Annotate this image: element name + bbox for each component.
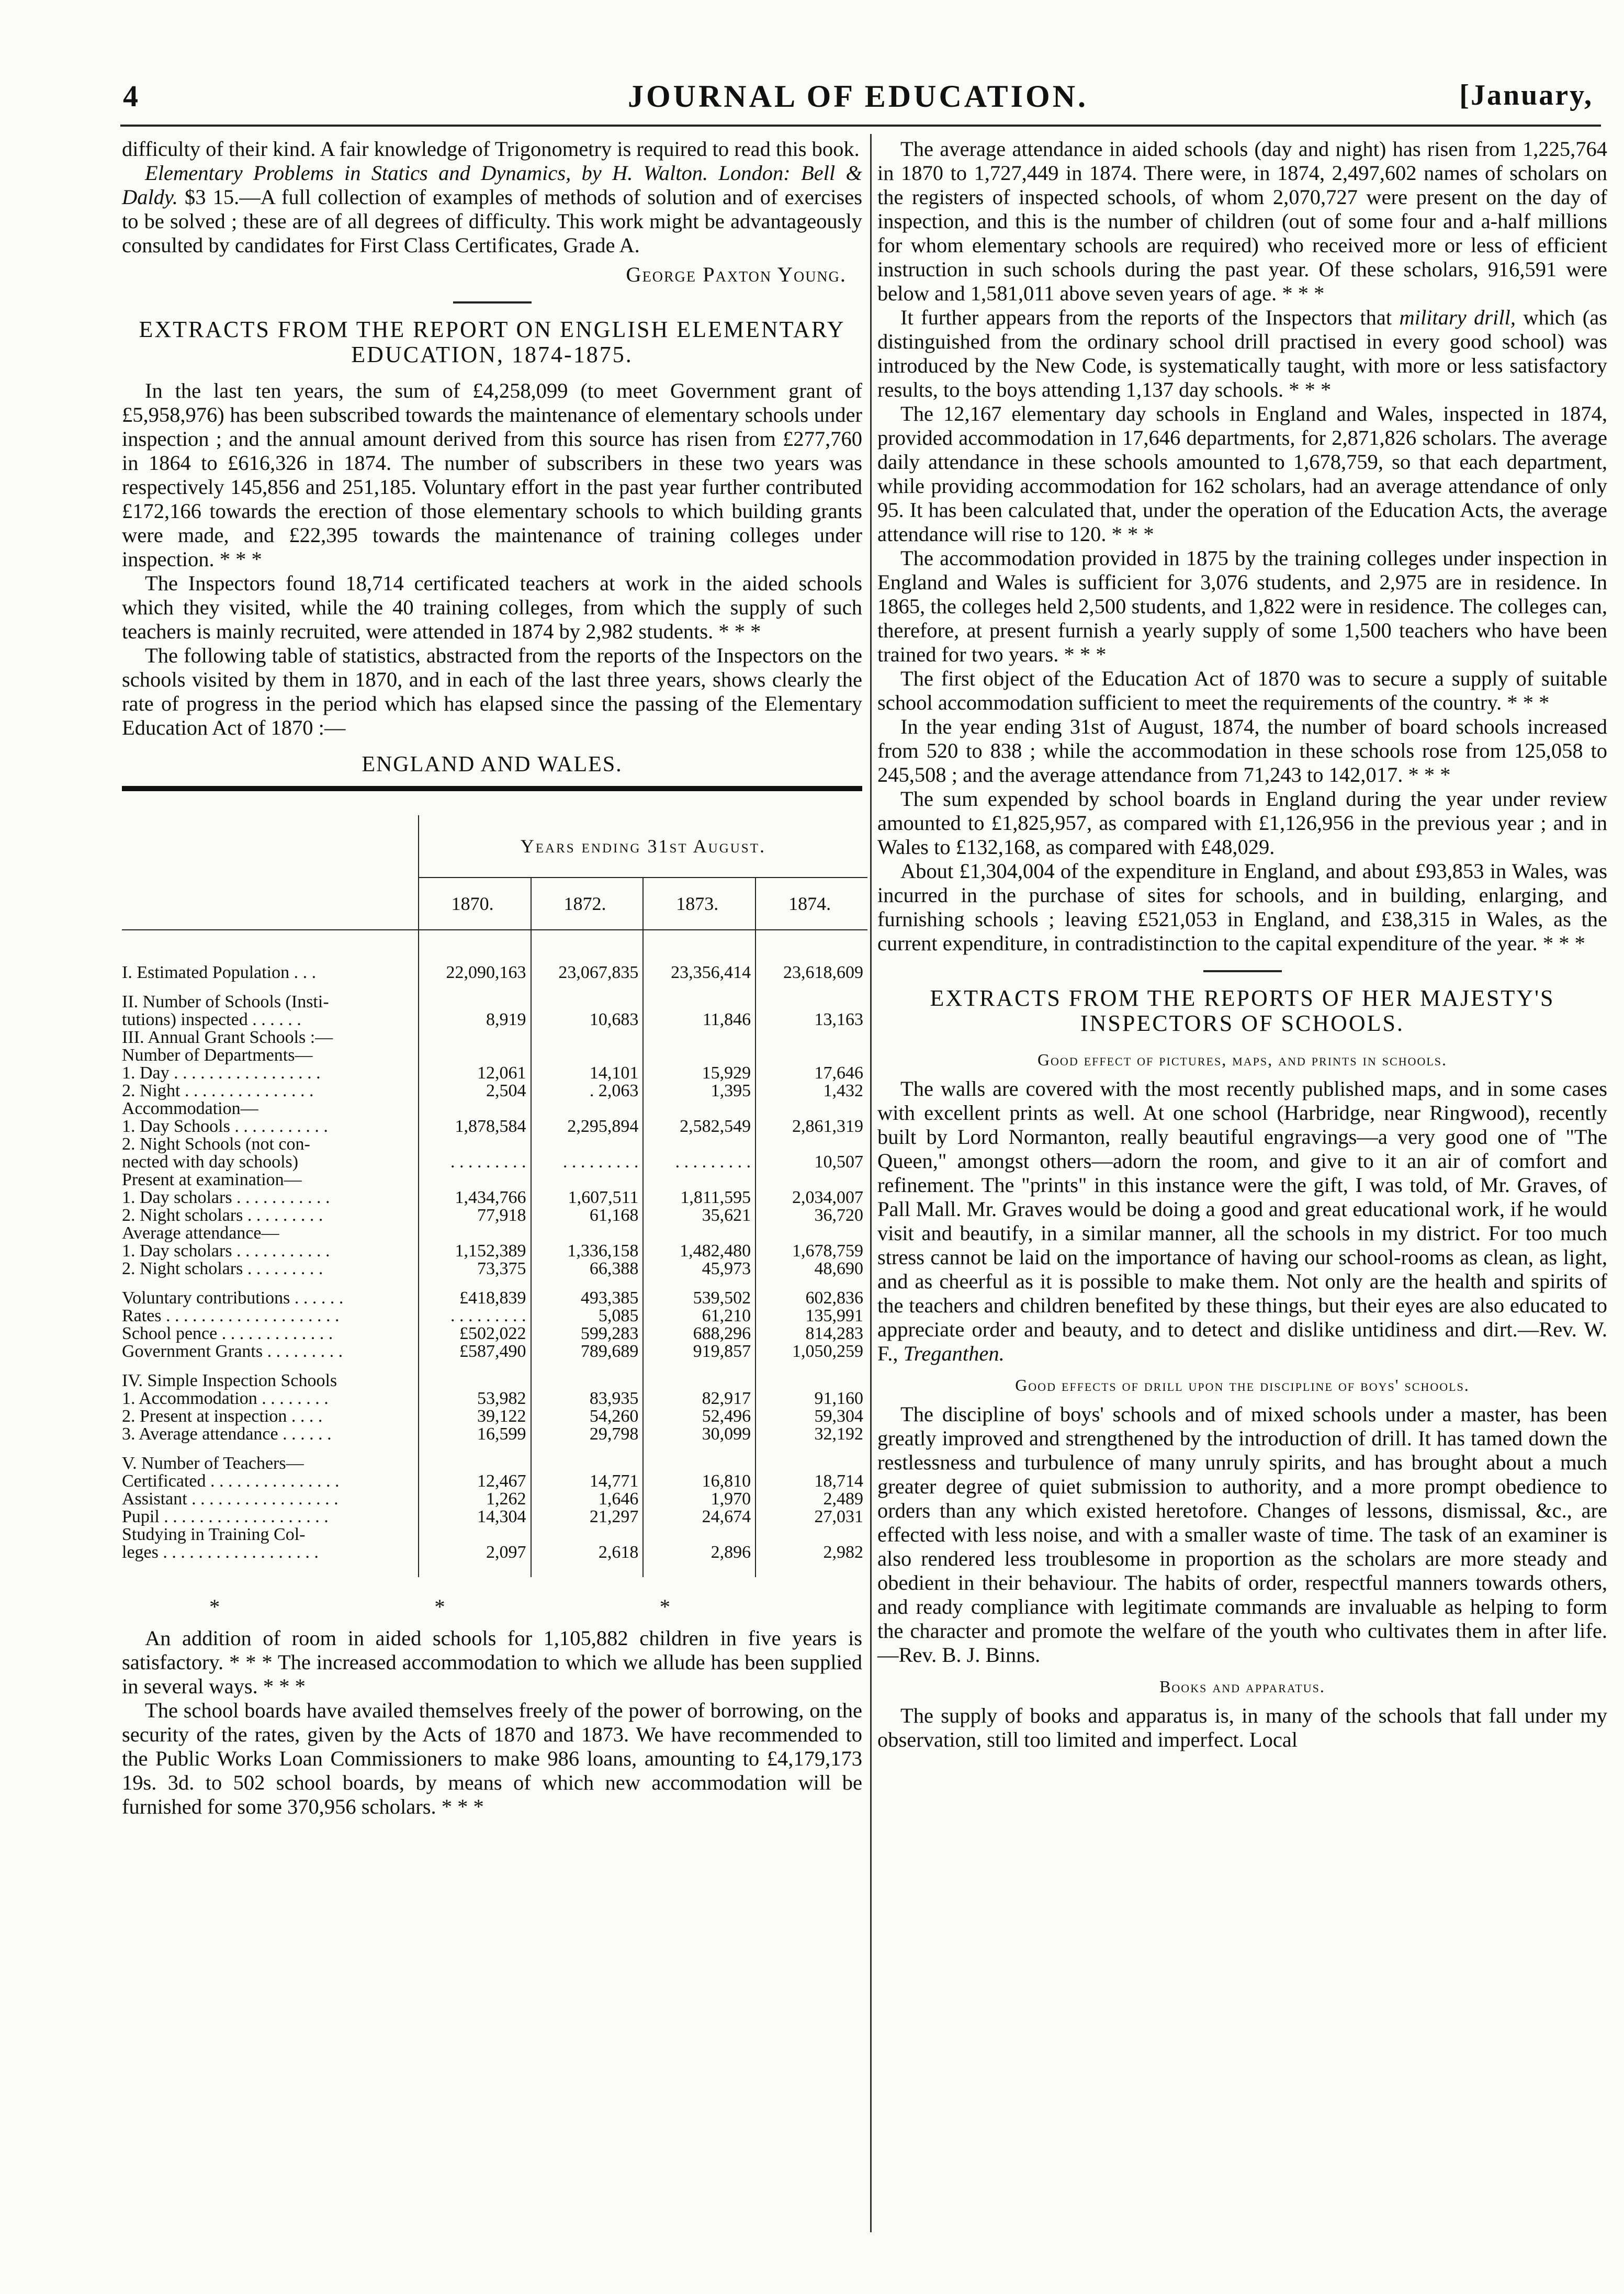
row-label: Accommodation— xyxy=(122,1100,419,1118)
table-cell: 17,646 xyxy=(814,1063,863,1083)
row-label: 1. Day Schools . . . . . . . . . . . xyxy=(122,1118,419,1135)
table-cell: 83,935 xyxy=(531,1390,644,1408)
row-label: Present at examination— xyxy=(122,1171,419,1189)
row-label: II. Number of Schools (Insti- xyxy=(122,993,419,1011)
table-cell: 14,101 xyxy=(531,1064,644,1082)
year-header: 1873. xyxy=(643,878,755,930)
table-cell: 539,502 xyxy=(643,1289,755,1307)
subheading: Good effect of pictures, maps, and prints in schools. xyxy=(1037,1050,1448,1069)
table-cell: 48,690 xyxy=(814,1259,863,1278)
table-row xyxy=(122,1343,867,1360)
row-label: Assistant . . . . . . . . . . . . . . . . . xyxy=(122,1490,419,1508)
table-row xyxy=(122,1064,867,1082)
row-label: 2. Night scholars . . . . . . . . . xyxy=(122,1207,419,1224)
table-cell: 21,297 xyxy=(531,1508,644,1526)
table-cell xyxy=(531,1047,644,1064)
paragraph-text: It further appears from the reports of the Inspectors that xyxy=(900,306,1400,329)
table-cell: 1,432 xyxy=(823,1081,863,1100)
paragraph: The Inspectors found 18,714 certificated teachers at work in the aided schools which they visited, while the 40 training colleges, from which the supply of such teachers is mainly recruited, were attended in 1874 by 2,982 students. * * * xyxy=(122,571,862,643)
table-cell: 2,982 xyxy=(823,1543,863,1562)
row-label: Average attendance— xyxy=(122,1224,419,1242)
table-cell: . . . . . . . . . xyxy=(531,1153,644,1171)
subheading: Good effects of drill upon the discipline of boys' schools. xyxy=(1015,1376,1470,1395)
paragraph: The 12,167 elementary day schools in England and Wales, inspected in 1874, provided accommodation in 17,646 departments, for 2,871,826 scholars. The average daily attendance in these schools amounted to 1,678,759, so that each department, while providing accommodation for 162 scholars, had an average attendance of only 95. It has been calculated that, under the operation of the Education Acts, the average attendance will rise to 120. * * * xyxy=(877,402,1607,546)
table-row xyxy=(122,1490,867,1508)
table-row xyxy=(122,1307,867,1325)
paragraph: An addition of room in aided schools for 1,105,882 children in five years is satisfactory. * * * The increased accommodation to which we allude has been supplied in several ways. * * * xyxy=(122,1626,862,1698)
table-cell: 22,090,163 xyxy=(419,964,531,982)
paragraph: In the last ten years, the sum of £4,258,099 (to meet Government grant of £5,958,976) has been subscribed towards the maintenance of elementary schools under inspection ; and the annual amount derived from this source has risen from £277,760 in 1864 to £616,326 in 1874. The number of subscribers in these two years was respectively 145,856 and 251,185. Voluntary effort in the past year further contributed £172,166 towards the erection of those elementary schools to which building grants were made, and £22,395 towards the maintenance of training colleges under inspection. * * * xyxy=(122,379,862,571)
table-cell: 1,262 xyxy=(419,1490,531,1508)
table-cell xyxy=(531,993,644,1011)
table-cell: 36,720 xyxy=(814,1206,863,1225)
row-label: V. Number of Teachers— xyxy=(122,1455,419,1472)
row-label: 1. Accommodation . . . . . . . . xyxy=(122,1390,419,1408)
table-spacer xyxy=(122,1278,867,1289)
year-header: 1872. xyxy=(531,878,644,930)
table-cell xyxy=(419,1455,531,1472)
table-cell: 23,356,414 xyxy=(643,964,755,982)
statistics-table xyxy=(122,815,867,1577)
section-rule xyxy=(1203,970,1282,972)
book-review-text: $3 15.—A full collection of examples of methods of solution and of exercises to be solved ; these are of all degrees of difficulty. This work might be advantageously consulted by candidates for First Class Certificates, Grade A. xyxy=(122,185,862,257)
table-spacer xyxy=(122,1360,867,1372)
table-cell xyxy=(531,1100,644,1118)
table-cell: 23,618,609 xyxy=(783,963,863,982)
table-cell: 30,099 xyxy=(643,1425,755,1443)
table-cell: 2,896 xyxy=(643,1544,755,1561)
table-cell xyxy=(755,1171,867,1189)
row-label: Studying in Training Col- xyxy=(122,1526,419,1544)
table-row xyxy=(122,1544,867,1561)
table-cell: 73,375 xyxy=(419,1260,531,1278)
table-cell xyxy=(419,1526,531,1544)
table-cell: 1,678,759 xyxy=(792,1241,863,1261)
table-row xyxy=(122,1135,867,1153)
row-label: 3. Average attendance . . . . . . xyxy=(122,1425,419,1443)
page-header xyxy=(123,78,1593,120)
table-row xyxy=(122,964,867,982)
table-spacer xyxy=(122,930,867,964)
table-cell: 59,304 xyxy=(814,1407,863,1426)
subheading: Books and apparatus. xyxy=(1159,1677,1325,1696)
table-cell: 10,507 xyxy=(814,1152,863,1172)
table-row xyxy=(122,1508,867,1526)
table-cell: . . . . . . . . . xyxy=(419,1307,531,1325)
book-title: Elementary Problems in Statics and Dynamics, by H. Walton. London: Bell & Daldy. xyxy=(122,161,862,209)
table-cell xyxy=(643,1135,755,1153)
table-cell: 8,919 xyxy=(419,1011,531,1029)
row-label: 2. Present at inspection . . . . xyxy=(122,1408,419,1425)
table-cell: 2,861,319 xyxy=(792,1117,863,1136)
row-label: nected with day schools) xyxy=(122,1153,419,1171)
section-heading: EXTRACTS FROM THE REPORTS OF HER MAJESTY'S INSPECTORS OF SCHOOLS. xyxy=(930,985,1555,1036)
intro-paragraph: difficulty of their kind. A fair knowledge of Trigonometry is required to read this book. xyxy=(122,137,860,161)
table-cell: 2,582,549 xyxy=(643,1118,755,1135)
table-cell: 599,283 xyxy=(531,1325,644,1343)
table-bottom-row xyxy=(122,1561,867,1577)
row-label: 2. Night scholars . . . . . . . . . xyxy=(122,1260,419,1278)
table-cell xyxy=(643,993,755,1011)
table-cell: 27,031 xyxy=(814,1507,863,1526)
paragraph: The sum expended by school boards in England during the year under review amounted to £1,825,957, as compared with £1,126,956 in the previous year ; and in Wales to £132,168, as compared with £48,029. xyxy=(877,787,1607,859)
table-cell xyxy=(755,993,867,1011)
paragraph xyxy=(877,306,1607,402)
table-cell xyxy=(531,1526,644,1544)
table-cell: 18,714 xyxy=(814,1471,863,1491)
row-label: 1. Day scholars . . . . . . . . . . . xyxy=(122,1189,419,1207)
table-cell: . . . . . . . . . xyxy=(643,1153,755,1171)
row-label: Pupil . . . . . . . . . . . . . . . . . . . xyxy=(122,1508,419,1526)
table-cell xyxy=(643,1224,755,1242)
table-cell: 1,336,158 xyxy=(531,1242,644,1260)
table-cell: 29,798 xyxy=(531,1425,644,1443)
paragraph: The supply of books and apparatus is, in many of the schools that fall under my observation, still too limited and imperfect. Local xyxy=(877,1704,1607,1751)
table-cell: 54,260 xyxy=(531,1408,644,1425)
table-cell xyxy=(755,1372,867,1390)
row-label: 2. Night Schools (not con- xyxy=(122,1135,419,1153)
section-rule xyxy=(453,301,532,303)
table-cell: 2,097 xyxy=(419,1544,531,1561)
paragraph-text: The walls are covered with the most recently published maps, and in some cases with excellent prints as well. At one school (Harbridge, near Ringwood), recently built by Lord Normanton, really beautiful engravings—a very good one of "The Queen," amongst others—adorn the room, and give to it an air of comfort and refinement. The "prints" in this instance were the gift, I was told, of Mr. Graves, of Pall Mall. Mr. Graves would be doing a good and great educational work, if he would visit and beautify, in a similar manner, all the schools in my district. For too much stress cannot be laid on the importance of having our school-rooms as clean, as light, and as cheerful as it is possible to make them. Not only are the health and spirits of the teachers and children benefited by these things, but their eyes are also educated to appreciate order and beauty, and to detect and dislike untidiness and dirt.—Rev. W. F., xyxy=(877,1077,1607,1365)
table-cell: 35,621 xyxy=(643,1207,755,1224)
paragraph: The first object of the Education Act of 1870 was to secure a supply of suitable school accommodation sufficient to meet the requirements of the country. * * * xyxy=(877,667,1607,714)
paragraph xyxy=(877,1077,1607,1366)
table-cell xyxy=(643,1029,755,1047)
table-row xyxy=(122,1260,867,1278)
table-cell xyxy=(755,1455,867,1472)
table-cell: 12,061 xyxy=(419,1064,531,1082)
table-cell: 82,917 xyxy=(643,1390,755,1408)
table-row xyxy=(122,1224,867,1242)
italic-phrase: military drill, xyxy=(1399,306,1516,329)
row-label: School pence . . . . . . . . . . . . . xyxy=(122,1325,419,1343)
table-cell: 15,929 xyxy=(643,1064,755,1082)
paragraph: About £1,304,004 of the expenditure in England, and about £93,853 in Wales, was incurred in the purchase of sites for schools, and in building, enlarging, and furnishing schools ; leaving £521,053 in England, and £38,315 in Wales, as the current expenditure, in contradistinction to the capital expenditure of the year. * * * xyxy=(877,859,1607,955)
table-cell: 1,970 xyxy=(643,1490,755,1508)
table-cell: 53,982 xyxy=(419,1390,531,1408)
table-cell xyxy=(419,993,531,1011)
table-cell xyxy=(643,1100,755,1118)
table-cell: 66,388 xyxy=(531,1260,644,1278)
table-cell xyxy=(755,1029,867,1047)
table-cell xyxy=(531,1135,644,1153)
table-cell: 688,296 xyxy=(643,1325,755,1343)
table-cell: 61,210 xyxy=(643,1307,755,1325)
table-cell: £502,022 xyxy=(419,1325,531,1343)
table-top-rule xyxy=(122,786,862,794)
issue-month: [January, xyxy=(1459,79,1593,111)
table-title: ENGLAND AND WALES. xyxy=(362,752,623,777)
table-cell: 1,646 xyxy=(531,1490,644,1508)
table-cell xyxy=(755,1135,867,1153)
table-row xyxy=(122,1390,867,1408)
table-row xyxy=(122,1325,867,1343)
table-cell: 1,050,259 xyxy=(792,1342,863,1361)
table-cell: 14,304 xyxy=(419,1508,531,1526)
table-row xyxy=(122,1047,867,1064)
table-cell: 814,283 xyxy=(805,1324,863,1343)
page-number: 4 xyxy=(123,79,138,113)
table-cell: 1,482,480 xyxy=(643,1242,755,1260)
table-cell: 61,168 xyxy=(531,1207,644,1224)
table-cell: 1,152,389 xyxy=(419,1242,531,1260)
row-label: leges . . . . . . . . . . . . . . . . . . xyxy=(122,1544,419,1561)
table-row xyxy=(122,1289,867,1307)
table-cell xyxy=(643,1372,755,1390)
table-corner xyxy=(122,815,419,930)
table-row xyxy=(122,1242,867,1260)
book-review xyxy=(122,161,862,257)
table-spacer xyxy=(122,982,867,993)
row-label: Government Grants . . . . . . . . . xyxy=(122,1343,419,1360)
table-cell: 77,918 xyxy=(419,1207,531,1224)
paragraph: The following table of statistics, abstracted from the reports of the Inspectors on the schools visited by them in 1870, and in each of the last three years, shows clearly the rate of progress in the period which has elapsed since the passing of the Elementary Education Act of 1870 :— xyxy=(122,644,862,739)
table-cell: 52,496 xyxy=(643,1408,755,1425)
row-label: 1. Day scholars . . . . . . . . . . . xyxy=(122,1242,419,1260)
table-row xyxy=(122,1472,867,1490)
table-cell: 16,599 xyxy=(419,1425,531,1443)
author-signature: George Paxton Young. xyxy=(626,263,847,286)
table-header-row xyxy=(122,815,867,878)
table-cell xyxy=(643,1526,755,1544)
table-row xyxy=(122,1207,867,1224)
table-cell: 24,674 xyxy=(643,1508,755,1526)
row-label: III. Annual Grant Schools :— xyxy=(122,1029,419,1047)
table-cell: 493,385 xyxy=(531,1289,644,1307)
table-cell: 91,160 xyxy=(814,1389,863,1408)
table-row xyxy=(122,1526,867,1544)
paragraph-text: which (as distinguished from the ordinary school drill practised in every good school) was introduced by the New Code, is systematically taught, with more or less satisfactory results, to the boys attending 1,137 day schools. * * * xyxy=(877,306,1607,401)
table-cell xyxy=(419,1171,531,1189)
table-cell: 13,163 xyxy=(814,1010,863,1029)
table-cell: . . . . . . . . . xyxy=(419,1153,531,1171)
table-cell: 1,811,595 xyxy=(643,1189,755,1207)
table-cell xyxy=(531,1029,644,1047)
table-cell xyxy=(419,1047,531,1064)
table-cell xyxy=(531,1372,644,1390)
table-cell xyxy=(419,1029,531,1047)
table-row xyxy=(122,1189,867,1207)
table-row xyxy=(122,1455,867,1472)
row-label: Rates . . . . . . . . . . . . . . . . . . . . xyxy=(122,1307,419,1325)
table-cell xyxy=(419,1135,531,1153)
paragraph: The discipline of boys' schools and of mixed schools under a master, has been greatly improved and strengthened by the introduction of drill. It has tamed down the restlessness and turbulence of many unruly spirits, and has brought about a much greater degree of quiet submission to authority, and a more prompt obedience to orders than any which existed heretofore. Changes of lessons, dismissal, &c., are effected with less noise, and with a smaller waste of time. The task of an examiner is also rendered less troublesome in proportion as the scholars are more steady and obedient in their behaviour. The habits of order, respectful manners towards others, and ready compliance with legitimate commands are invaluable as helping to form the character and promote the welfare of the youth who cultivates them in after life.—Rev. B. J. Binns. xyxy=(877,1402,1607,1667)
table-cell xyxy=(531,1455,644,1472)
row-label: 1. Day . . . . . . . . . . . . . . . . . xyxy=(122,1064,419,1082)
table-row xyxy=(122,1171,867,1189)
table-cell: 12,467 xyxy=(419,1472,531,1490)
table-cell: £418,839 xyxy=(419,1289,531,1307)
table-cell: 602,836 xyxy=(805,1288,863,1308)
table-cell: 23,067,835 xyxy=(531,964,644,982)
row-label: Number of Departments— xyxy=(122,1047,419,1064)
table-cell xyxy=(419,1224,531,1242)
row-label: IV. Simple Inspection Schools xyxy=(122,1372,419,1390)
year-header: 1874. xyxy=(755,878,867,930)
table-row xyxy=(122,1029,867,1047)
table-cell: 2,034,007 xyxy=(792,1188,863,1207)
table-cell: 789,689 xyxy=(531,1343,644,1360)
paragraph: In the year ending 31st of August, 1874, the number of board schools increased from 520 to 838 ; while the accommodation in these schools rose from 125,058 to 245,508 ; and the average attendance from 71,243 to 142,017. * * * xyxy=(877,715,1607,786)
table-cell: 2,618 xyxy=(531,1544,644,1561)
table-cell: 5,085 xyxy=(531,1307,644,1325)
table-cell: 16,810 xyxy=(643,1472,755,1490)
table-cell xyxy=(755,1224,867,1242)
table-cell: 14,771 xyxy=(531,1472,644,1490)
table-cell: 10,683 xyxy=(531,1011,644,1029)
row-label: tutions) inspected . . . . . . xyxy=(122,1011,419,1029)
table-cell: 135,991 xyxy=(805,1306,863,1325)
table-cell: 2,504 xyxy=(419,1082,531,1100)
paragraph: The school boards have availed themselves freely of the power of borrowing, on the security of the rates, given by the Acts of 1870 and 1873. We have recommended to the Public Works Loan Commissioners to make 986 loans, amounting to £4,179,173 19s. 3d. to 502 school boards, by means of which new accommodation will be furnished for some 370,956 scholars. * * * xyxy=(122,1699,862,1818)
table-row xyxy=(122,1082,867,1100)
italic-phrase: Treganthen. xyxy=(903,1342,1005,1365)
paragraph: The accommodation provided in 1875 by the training colleges under inspection in England and Wales is sufficient for 3,076 students, and 2,975 are in residence. In 1865, the colleges held 2,500 students, and 1,822 were in residence. The colleges can, therefore, at present furnish a yearly supply of some 1,500 teachers who have been trained for two years. * * * xyxy=(877,546,1607,666)
year-header: 1870. xyxy=(419,878,531,930)
table-cell: 45,973 xyxy=(643,1260,755,1278)
table-row xyxy=(122,1408,867,1425)
section-heading: EXTRACTS FROM THE REPORT ON ENGLISH ELEMENTARY EDUCATION, 1874-1875. xyxy=(139,317,845,367)
column-divider xyxy=(870,134,872,2232)
row-label: 2. Night . . . . . . . . . . . . . . . xyxy=(122,1082,419,1100)
table-cell: 2,489 xyxy=(823,1489,863,1509)
table-cell xyxy=(755,1047,867,1064)
table-row xyxy=(122,1100,867,1118)
row-label: Certificated . . . . . . . . . . . . . . . xyxy=(122,1472,419,1490)
table-spacer xyxy=(122,1443,867,1455)
table-cell xyxy=(531,1224,644,1242)
table-cell: 32,192 xyxy=(814,1424,863,1444)
table-cell: 2,295,894 xyxy=(531,1118,644,1135)
journal-title: JOURNAL OF EDUCATION. xyxy=(627,79,1089,114)
table-row xyxy=(122,993,867,1011)
table-cell: . 2,063 xyxy=(531,1082,644,1100)
table-cell: 1,878,584 xyxy=(419,1118,531,1135)
table-row xyxy=(122,1011,867,1029)
table-cell: 919,857 xyxy=(643,1343,755,1360)
table-row xyxy=(122,1153,867,1171)
table-cell xyxy=(419,1372,531,1390)
table-cell: 1,607,511 xyxy=(531,1189,644,1207)
year-group-header: Years ending 31st August. xyxy=(419,815,867,878)
table-cell xyxy=(531,1171,644,1189)
table-cell: 1,395 xyxy=(643,1082,755,1100)
table-cell xyxy=(755,1526,867,1544)
left-column xyxy=(122,137,862,1819)
table-cell xyxy=(643,1047,755,1064)
table-cell xyxy=(755,1100,867,1118)
table-cell xyxy=(419,1100,531,1118)
table-cell xyxy=(643,1171,755,1189)
table-cell xyxy=(643,1455,755,1472)
section-stars: * * * xyxy=(209,1595,775,1618)
header-rule xyxy=(120,125,1601,127)
paragraph: The average attendance in aided schools (day and night) has risen from 1,225,764 in 1870 to 1,727,449 in 1874. There were, in 1874, 2,497,602 names of scholars on the registers of inspected schools, of whom 2,070,727 were present on the day of inspection, and this is the number of children (out of some four and a-half millions for whom elementary schools are required) who received more or less of efficient instruction in such schools during the past year. Of these scholars, 916,591 were below and 1,581,011 above seven years of age. * * * xyxy=(877,137,1607,305)
table-cell: 39,122 xyxy=(419,1408,531,1425)
row-label: I. Estimated Population . . . xyxy=(122,964,419,982)
row-label: Voluntary contributions . . . . . . xyxy=(122,1289,419,1307)
table-cell: 1,434,766 xyxy=(419,1189,531,1207)
table-cell: 11,846 xyxy=(643,1011,755,1029)
table-row xyxy=(122,1372,867,1390)
table-cell: £587,490 xyxy=(419,1343,531,1360)
table-row xyxy=(122,1118,867,1135)
right-column xyxy=(877,137,1607,1752)
table-row xyxy=(122,1425,867,1443)
